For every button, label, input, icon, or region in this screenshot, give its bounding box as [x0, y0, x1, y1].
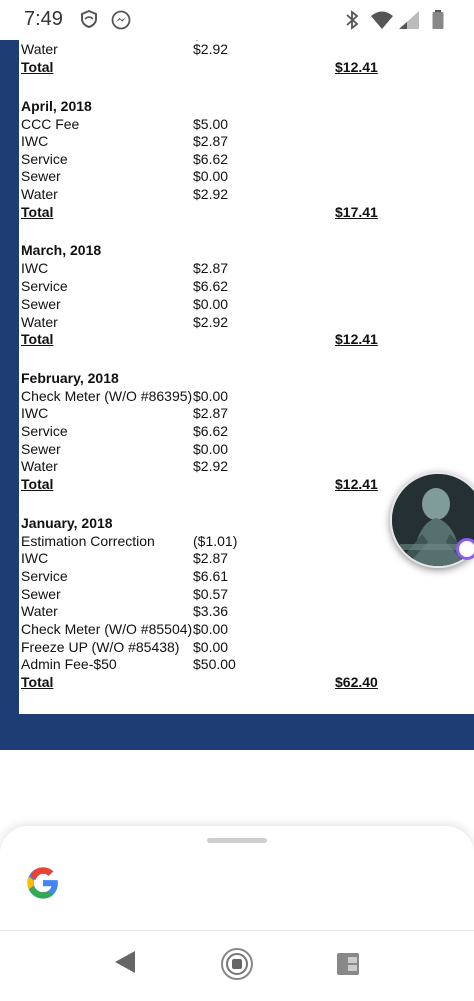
bill-item-label: IWC — [21, 405, 49, 421]
total-amount: $17.41 — [335, 204, 378, 220]
status-bar — [0, 0, 474, 40]
bill-item-label: Sewer — [21, 441, 61, 457]
bill-item-amount: $6.61 — [193, 568, 229, 584]
bill-item-label: Water — [21, 186, 58, 202]
bill-item-label: Check Meter (W/O #85504) — [21, 621, 193, 637]
status-time: 7:49 — [24, 8, 63, 30]
bill-item-amount: $6.62 — [193, 278, 229, 294]
bill-item-amount: $0.57 — [193, 586, 229, 602]
bill-item-amount: $0.00 — [193, 168, 229, 184]
bill-item-amount: $2.87 — [193, 550, 229, 566]
bill-item-label: CCC Fee — [21, 116, 80, 132]
bill-item-label: Sewer — [21, 586, 61, 602]
bill-item-amount: $2.92 — [193, 41, 229, 57]
bill-item-label: Check Meter (W/O #86395) — [21, 388, 193, 404]
messenger-icon — [111, 10, 131, 35]
total-label: Total — [21, 674, 54, 690]
bill-item-amount: $0.00 — [193, 296, 229, 312]
total-label: Total — [21, 59, 54, 75]
bill-item-label: Water — [21, 41, 58, 57]
total-amount: $12.41 — [335, 59, 378, 75]
back-icon[interactable] — [113, 949, 137, 980]
bill-item-label: Service — [21, 423, 68, 439]
bill-item-label: Water — [21, 603, 58, 619]
month-title: February, 2018 — [21, 370, 119, 386]
total-amount: $62.40 — [335, 674, 378, 690]
month-title: April, 2018 — [21, 98, 92, 114]
chat-head-badge-icon — [456, 538, 474, 560]
bill-item-amount: $6.62 — [193, 423, 229, 439]
footer-navy-band — [0, 714, 474, 750]
recents-icon[interactable] — [335, 951, 361, 982]
bill-item-amount: $50.00 — [193, 656, 236, 672]
system-nav-bar — [0, 930, 474, 1001]
sheet-drag-handle[interactable] — [207, 838, 267, 843]
bill-item-amount: ($1.01) — [193, 533, 238, 549]
google-search-sheet[interactable] — [0, 826, 474, 930]
total-label: Total — [21, 476, 54, 492]
bill-item-amount: $0.00 — [193, 621, 229, 637]
bill-item-label: Water — [21, 458, 58, 474]
bill-item-amount: $2.92 — [193, 458, 229, 474]
total-label: Total — [21, 331, 54, 347]
bill-item-amount: $0.00 — [193, 639, 229, 655]
bluetooth-icon — [345, 10, 359, 35]
bill-item-amount: $0.00 — [193, 441, 229, 457]
total-label: Total — [21, 204, 54, 220]
bill-item-label: Service — [21, 278, 68, 294]
bill-item-label: IWC — [21, 260, 49, 276]
bill-item-label: Estimation Correction — [21, 533, 155, 549]
bill-item-amount: $6.62 — [193, 151, 229, 167]
bill-item-amount: $2.87 — [193, 133, 229, 149]
month-title: March, 2018 — [21, 242, 102, 258]
bill-item-amount: $3.36 — [193, 603, 229, 619]
bill-item-label: Admin Fee-$50 — [21, 656, 117, 672]
wifi-icon — [370, 10, 394, 35]
bill-item-label: Water — [21, 314, 58, 330]
bill-item-amount: $2.92 — [193, 186, 229, 202]
bill-item-label: IWC — [21, 550, 49, 566]
month-title: January, 2018 — [21, 515, 113, 531]
signal-icon — [398, 10, 420, 35]
google-g-logo[interactable] — [26, 866, 60, 905]
vpn-shield-icon — [80, 10, 98, 33]
bill-item-amount: $2.92 — [193, 314, 229, 330]
bill-item-amount: $2.87 — [193, 260, 229, 276]
bill-item-amount: $5.00 — [193, 116, 229, 132]
bill-item-label: Sewer — [21, 168, 61, 184]
bill-item-label: IWC — [21, 133, 49, 149]
total-amount: $12.41 — [335, 476, 378, 492]
bill-item-amount: $0.00 — [193, 388, 229, 404]
bill-item-label: Sewer — [21, 296, 61, 312]
bill-item-label: Service — [21, 568, 68, 584]
home-icon[interactable] — [220, 947, 254, 986]
bill-item-amount: $2.87 — [193, 405, 229, 421]
left-navy-strip — [0, 36, 19, 750]
bill-item-label: Service — [21, 151, 68, 167]
battery-icon — [432, 10, 444, 35]
bill-item-label: Freeze UP (W/O #85438) — [21, 639, 180, 655]
total-amount: $12.41 — [335, 331, 378, 347]
